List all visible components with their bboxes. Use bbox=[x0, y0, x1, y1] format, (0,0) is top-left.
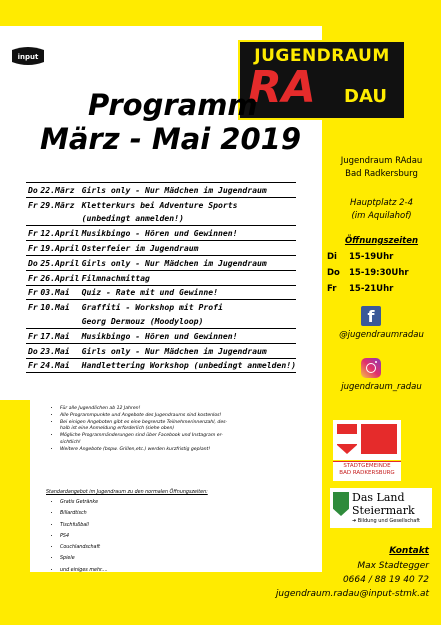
program-day: Do bbox=[26, 255, 38, 270]
hours-day: Di bbox=[327, 252, 337, 262]
program-date: 19.April bbox=[38, 241, 79, 256]
program-event-detail: Georg Dermouz (Moodyloop) bbox=[80, 314, 296, 328]
program-event-detail: (unbedingt anmelden!) bbox=[80, 212, 296, 226]
program-row bbox=[26, 241, 296, 256]
program-row bbox=[26, 270, 296, 285]
bad-radkersburg-text: BAD RADKERSBURG bbox=[339, 470, 395, 476]
austria-shield-icon bbox=[337, 424, 357, 454]
program-event: Girls only - Nur Mädchen im Jugendraum bbox=[80, 183, 296, 198]
facebook-handle[interactable]: @jugendraumradau bbox=[339, 330, 424, 340]
standard-heading: Standardangebot im Jugendraum zu den normalen Öffnungszeiten: bbox=[46, 490, 208, 495]
hours-time: 15-19:30Uhr bbox=[349, 268, 409, 278]
program-day: Fr bbox=[28, 302, 38, 313]
program-event: Musikbingo - Hören und Gewinnen! bbox=[80, 226, 296, 241]
program-day: Do bbox=[26, 183, 38, 198]
note-item: • Für alle Jugendlichen ab 12 Jahren! bbox=[60, 406, 316, 413]
program-day: Fr bbox=[28, 199, 38, 210]
org-city: Bad Radkersburg bbox=[345, 169, 418, 179]
program-event: Musikbingo - Hören und Gewinnen! bbox=[80, 328, 296, 343]
program-date bbox=[38, 212, 79, 226]
instagram-icon[interactable] bbox=[361, 358, 381, 378]
program-day: Fr bbox=[26, 270, 38, 285]
program-day: Do bbox=[26, 343, 38, 358]
notes-section bbox=[46, 406, 316, 454]
input-logo bbox=[10, 44, 46, 68]
program-date: 25.April bbox=[38, 255, 79, 270]
hours-time: 15-19Uhr bbox=[349, 252, 394, 262]
program-row bbox=[26, 197, 296, 211]
land-text-1: Das Land bbox=[352, 491, 405, 504]
standard-item: • Billardtisch bbox=[60, 508, 246, 519]
program-row bbox=[26, 343, 296, 358]
program-event: Handlettering Workshop (unbedingt anmelden!) bbox=[80, 358, 296, 373]
contact-email[interactable]: jugendraum.radau@input-stmk.at bbox=[275, 589, 429, 599]
program-event: Kletterkurs bei Adventure Sports bbox=[81, 199, 238, 210]
org-name: Jugendraum RAdau bbox=[340, 156, 423, 166]
town-crest-icon bbox=[361, 424, 397, 454]
program-day: Fr bbox=[26, 241, 38, 256]
hours-time: 15-21Uhr bbox=[349, 284, 394, 294]
program-row bbox=[26, 300, 296, 314]
input-logo-text: input bbox=[17, 53, 39, 61]
stadtgemeinde-text: STADTGEMEINDE bbox=[343, 463, 391, 469]
standard-item: • und einiges mehr.... bbox=[60, 565, 246, 576]
program-day: Fr bbox=[26, 358, 38, 373]
program-row bbox=[26, 328, 296, 343]
program-day: Fr bbox=[26, 226, 38, 241]
bad-radkersburg-crest bbox=[333, 420, 401, 460]
facebook-icon[interactable]: f bbox=[361, 306, 381, 326]
program-date: 10.Mai bbox=[40, 302, 70, 313]
standard-item: • PS4 bbox=[60, 531, 246, 542]
instagram-handle[interactable]: jugendraum_radau bbox=[341, 382, 422, 392]
note-item: • Bei einigen Angeboten gibt es eine begrenzte Teilnehmerinnenzahl, des- halb ist eine Anmeldung erforderlich (siehe oben) bbox=[60, 420, 316, 434]
note-item: • Weitere Angebote (bspw. Grillen,etc.) werden kurzfristig geplant! bbox=[60, 447, 316, 454]
standard-list bbox=[46, 497, 246, 576]
program-day: Fr bbox=[26, 328, 38, 343]
address-line2: (im Aquilahof) bbox=[351, 211, 412, 221]
note-item: • Alle Programmpunkte und Angebote des Jugendraums sind kostenlos! bbox=[60, 413, 316, 420]
program-row bbox=[26, 358, 296, 373]
hours-day: Do bbox=[327, 268, 340, 278]
left-yellow-band bbox=[0, 400, 30, 625]
program-date: 12.April bbox=[38, 226, 79, 241]
note-item: • Mögliche Programmänderungen sind über Facebook und Instagram er- sichtlich! bbox=[60, 433, 316, 447]
program-row-continued bbox=[26, 212, 296, 226]
program-event: Girls only - Nur Mädchen im Jugendraum bbox=[80, 255, 296, 270]
brand-dau: DAU bbox=[344, 86, 387, 107]
jugendraum-radau-logo bbox=[238, 40, 406, 120]
program-day: Fr bbox=[26, 285, 38, 300]
program-date: 26.April bbox=[38, 270, 79, 285]
program-date: 23.Mai bbox=[38, 343, 79, 358]
contact-name: Max Stadtegger bbox=[357, 561, 429, 571]
program-row bbox=[26, 226, 296, 241]
brand-jugendraum: JUGENDRAUM bbox=[254, 46, 390, 66]
hours-day: Fr bbox=[327, 284, 337, 294]
land-text-3: ➜ Bildung und Gesellschaft bbox=[352, 518, 420, 524]
land-steiermark-logo bbox=[330, 488, 432, 528]
stadtgemeinde-label bbox=[333, 461, 401, 481]
title-programm: Programm bbox=[88, 88, 258, 122]
standard-item: • Tischfußball bbox=[60, 520, 246, 531]
program-event: Girls only - Nur Mädchen im Jugendraum bbox=[80, 343, 296, 358]
program-event: Graffiti - Workshop mit Profi bbox=[81, 302, 223, 313]
program-event: Filmnachmittag bbox=[80, 270, 296, 285]
title-dates: März - Mai 2019 bbox=[40, 122, 302, 156]
program-table bbox=[26, 182, 296, 373]
program-date: 29.März bbox=[40, 199, 75, 210]
program-date bbox=[38, 314, 79, 328]
land-text-2: Steiermark bbox=[352, 504, 415, 517]
program-date: 17.Mai bbox=[38, 328, 79, 343]
steiermark-crest-icon bbox=[333, 492, 349, 516]
contact-title: Kontakt bbox=[389, 546, 429, 556]
hours-title: Öffnungszeiten bbox=[344, 236, 419, 246]
program-event: Quiz - Rate mit und Gewinne! bbox=[80, 285, 296, 300]
program-day bbox=[26, 212, 38, 226]
standard-item: • Couchlandschaft bbox=[60, 542, 246, 553]
standard-item: • Spiele bbox=[60, 553, 246, 564]
program-date: 03.Mai bbox=[38, 285, 79, 300]
contact-phone[interactable]: 0664 / 88 19 40 72 bbox=[342, 575, 429, 585]
program-row bbox=[26, 285, 296, 300]
program-row-continued bbox=[26, 314, 296, 328]
address-line1: Hauptplatz 2-4 bbox=[349, 198, 414, 208]
program-day bbox=[26, 314, 38, 328]
brand-ra: RA bbox=[248, 62, 316, 113]
program-row bbox=[26, 183, 296, 198]
program-date: 24.Mai bbox=[38, 358, 79, 373]
program-event: Osterfeier im Jugendraum bbox=[80, 241, 296, 256]
program-date: 22.März bbox=[38, 183, 79, 198]
program-row bbox=[26, 255, 296, 270]
standard-item: • Gratis Getränke bbox=[60, 497, 246, 508]
